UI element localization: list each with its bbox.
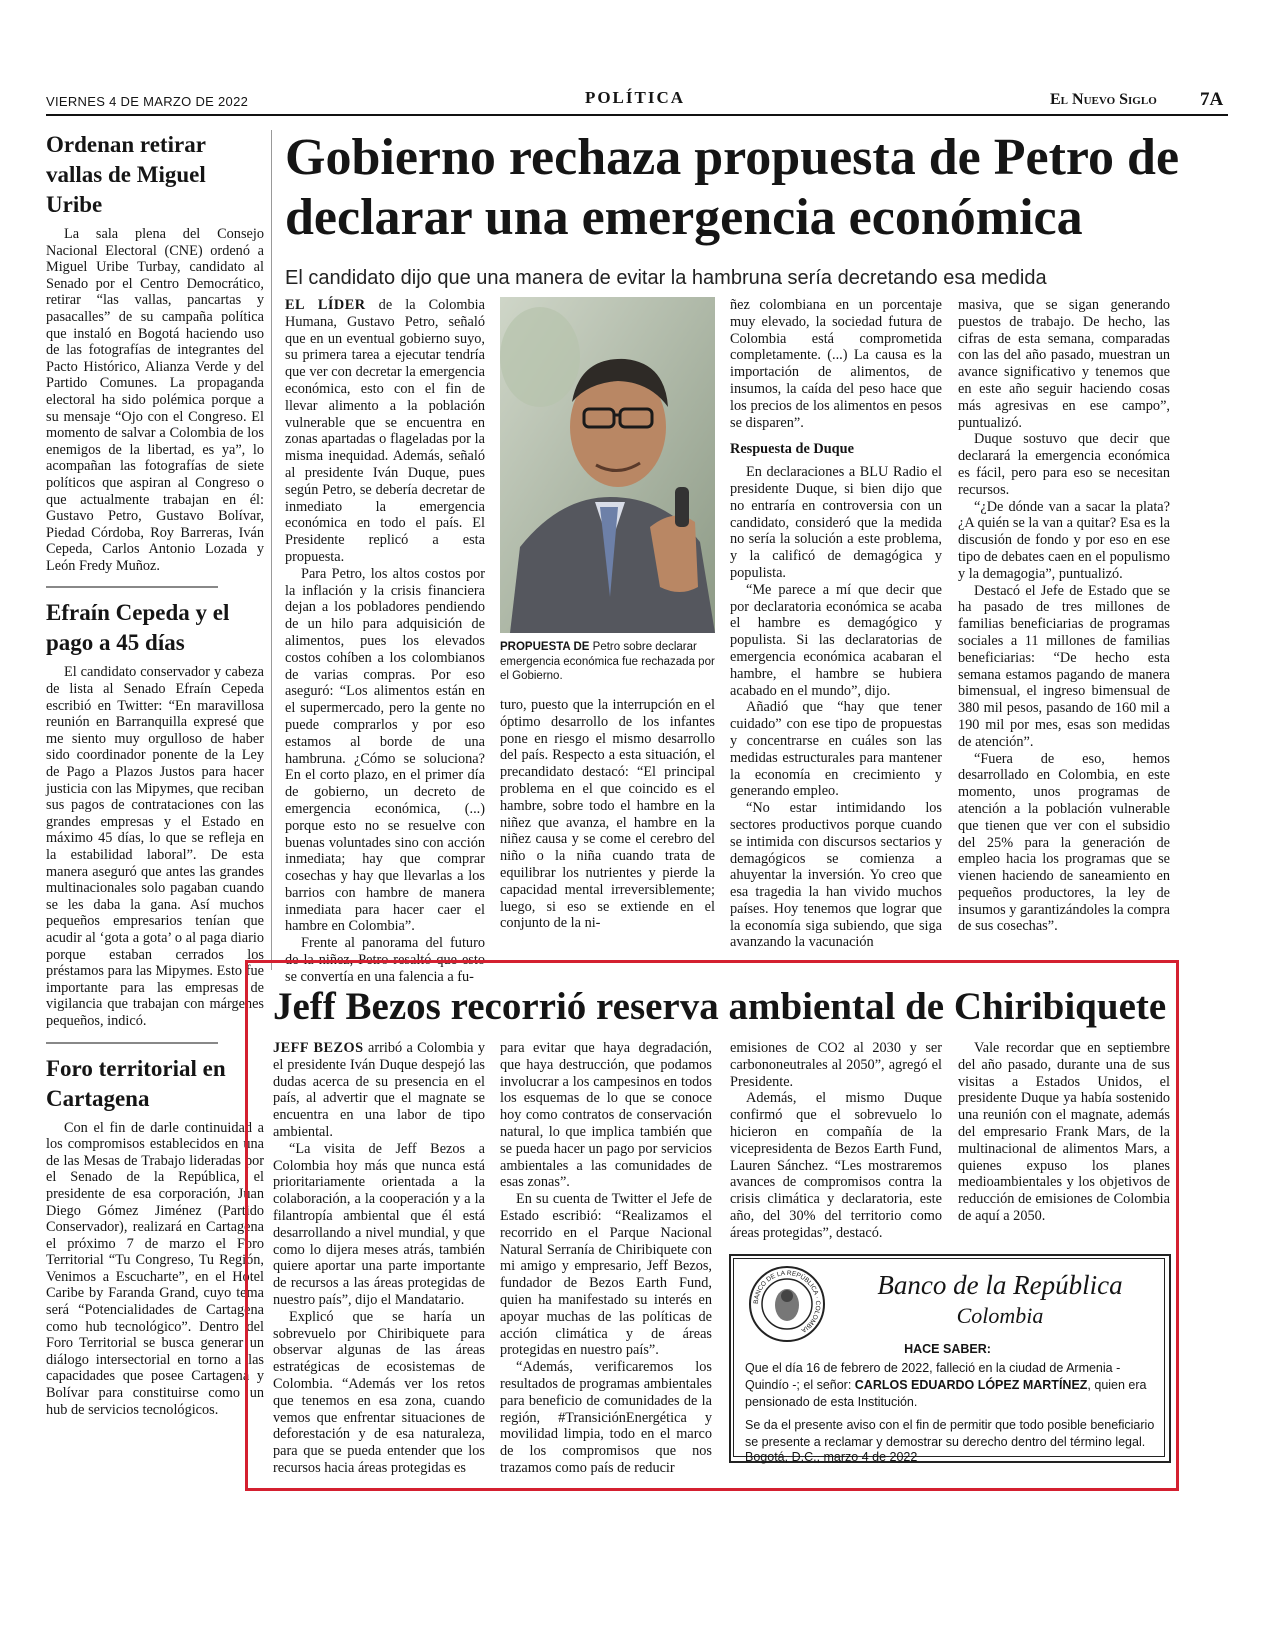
article-headline: Gobierno rechaza propuesta de Petro de declarar una emergencia económica — [285, 129, 1180, 246]
article-subheadline: El candidato dijo que una manera de evitar la hambruna sería decretando esa medida — [285, 267, 1047, 289]
brief-divider — [46, 586, 218, 588]
article-paragraph: ñez colombiana en un porcentaje muy elevado, la sociedad futura de Colombia está comprometida completamente. (...) La causa es la importación de alimentos, de insumos, la caída del peso hace que los precios de los alimentos en pesos se disparen”. — [730, 297, 942, 431]
article-paragraph: Añadió que “hay que tener cuidado” con ese tipo de propuestas y concentrarse en cuáles son las medidas estructurales para mantener la economía en crecimiento y generando empleo. — [730, 699, 942, 800]
sidebar-briefs — [46, 130, 264, 1570]
portrait-illustration — [500, 297, 715, 633]
notice-body — [745, 1360, 1157, 1411]
newspaper-name: El Nuevo Siglo — [1050, 91, 1157, 108]
article-paragraph: Duque sostuvo que decir que declarará la emergencia económica es fácil, pero para eso se necesitan recursos. — [958, 431, 1170, 498]
photo-caption — [500, 640, 720, 684]
seal-text: BANCO DE LA REPÚBLICA · COLOMBIA — [752, 1269, 822, 1334]
bank-seal-icon — [748, 1265, 826, 1343]
caption-lead: PROPUESTA DE — [500, 641, 590, 653]
article-column-1 — [285, 297, 485, 985]
article-paragraph: “No estar intimidando los sectores productivos porque cuando se intimida con discursos sectarios y demagógicos se comienza a ahuyentar la inversión. Yo creo que esa tragedia la han vivido muchos países. Hoy tenemos que lograr que la economía siga subiendo, que siga avanzando la vacunación — [730, 800, 942, 951]
column-divider — [271, 130, 272, 970]
bezos-paragraph: emisiones de CO2 al 2030 y ser carbononeutrales al 2050”, agregó el Presidente. — [730, 1040, 942, 1090]
bezos-paragraph: “Además, verificaremos los resultados de programas ambientales para beneficio de comunidades de la región, #TransiciónEnergética y movilidad limpia, todo en el marco de los compromisos que nos trazamos como país de reducir — [500, 1359, 712, 1476]
article-column-4 — [958, 297, 1170, 949]
article-lead-in: EL LÍDER — [285, 297, 366, 313]
article-column-3 — [730, 297, 942, 949]
bank-name: Banco de la República — [877, 1270, 1123, 1300]
notice-purpose: Se da el presente aviso con el fin de permitir que todo posible beneficiario se presente a reclamar y demostrar su derecho dentro del término legal. — [745, 1418, 1155, 1449]
notice-heading: HACE SABER: — [904, 1342, 991, 1356]
seal-graphic — [748, 1265, 826, 1343]
bank-country: Colombia — [956, 1303, 1044, 1328]
brief-title-cepeda: Efraín Cepeda y el pago a 45 días — [46, 600, 230, 656]
brief-title-foro: Foro territorial en Cartagena — [46, 1055, 226, 1111]
issue-date: VIERNES 4 DE MARZO DE 2022 — [46, 94, 249, 109]
bezos-paragraph: para evitar que haya degradación, que haya destrucción, que podamos involucrar a los campesinos en todos los esquemas de lo que se conoce hoy como contratos de conservación natural, lo que implica también que se pueda hacer un pago por servicios ambientales a las comunidades de esas zonas”. — [500, 1040, 712, 1191]
petro-photo — [500, 297, 715, 633]
bezos-paragraph: En su cuenta de Twitter el Jefe de Estado escribió: “Realizamos el recorrido en el Parque Nacional Natural Serranía de Chiribiquete con mi amigo y empresario, Jeff Bezos, fundador de Bezos Earth Fund, quien ha manifestado su interés en apoyar muchas de las políticas de acción climática y de áreas protegidas en nuestro país”. — [500, 1191, 712, 1359]
article-paragraph: masiva, que se sigan generando puestos de trabajo. De hecho, las cifras de esta semana, comparadas con las del año pasado, muestran un avance significativo y tenemos que en este año seguir haciendo cosas más agresivas en ese campo”, puntualizó. — [958, 297, 1170, 431]
bezos-column-3 — [730, 1040, 942, 1245]
article-column-2 — [500, 697, 715, 949]
header-rule — [46, 114, 1228, 116]
article-subhead: Respuesta de Duque — [730, 441, 854, 458]
bezos-paragraph: Vale recordar que en septiembre del año pasado, durante una de sus visitas a Estados Unidos, el presidente Duque ya había sostenido una reunión con el magnate, además del empresario Frank Mars, de la multinacional de alimentos Mars, a quienes expuso los planes medioambientales y los objetivos de reducción de emisiones de Colombia de aquí a 2050. — [958, 1040, 1170, 1224]
notice-text: , quien era pensionado de esta Institución. — [745, 1378, 1147, 1409]
article-paragraph: turo, puesto que la interrupción en el óptimo desarrollo de los infantes pone en riesgo el mismo desarrollo del país. Respecto a esta situación, el precandidato destacó: “El principal problema en el que coincido es el hambre, sobre todo el hambre en la niñez que avanza, el hambre en la niñez causa y se come el cerebro del niño o la niña cuando trata de equilibrar los nutrientes y pierde la capacidad mental irreversiblemente; luego, si eso se extiende en el conjunto de la ni- — [500, 697, 715, 932]
notice-text: Que el día 16 de febrero de 2022, falleció en la ciudad de Armenia - Quindío -; el señor: — [745, 1361, 1121, 1392]
article-paragraph: de la Colombia Humana, Gustavo Petro, señaló que en un eventual gobierno suyo, su primera tarea a ejecutar tendría que ver con decretar la emergencia económica, esto con el fin de llevar alimento a la población vulnerable que se encuentra en zonas apartadas o flageladas por la misma inequidad. Además, señaló al presidente Iván Duque, pues según Petro, se debería decretar de inmediato la emergencia económica en todo el país. El Presidente replicó a esta propuesta. — [285, 297, 485, 565]
caption-text: Petro sobre declarar emergencia económica fue rechazada por el Gobierno. — [500, 641, 715, 682]
article-paragraph: Destacó el Jefe de Estado que se ha pasado de tres millones de familias beneficiarias de programas sociales a 11 millones de familias beneficiarias: “De hecho esta semana estamos pagando de manera bimensual, el ingreso bimensual de 380 mil pesos, pasando de 160 mil a 190 mil por mes, esas son medidas de atención”. — [958, 582, 1170, 750]
article-paragraph: “¿De dónde van a sacar la plata? ¿A quién se la van a quitar? Esa es la discusión de fondo y por eso en ese tipo de debates caen en el populismo y la demagogia”, puntualizó. — [958, 498, 1170, 582]
section-title: POLÍTICA — [584, 88, 686, 107]
bezos-column-1 — [273, 1040, 485, 1475]
article-paragraph: “Fuera de eso, hemos desarrollado en Colombia, en este momento, unos programas de atención a la población vulnerable que tienen que ver con el subsidio del 25% para la generación de empleo hacia los programas que se vienen haciendo de saneamiento en pequeños productores, la ley de insumos y garantizándoles la compra de sus cosechas”. — [958, 750, 1171, 935]
bezos-headline: Jeff Bezos recorrió reserva ambiental de Chiribiquete — [273, 985, 1167, 1028]
article-paragraph: En declaraciones a BLU Radio el presidente Duque, si bien dijo que no entraría en controversia con un candidato, consideró que la medida no sería la solución a este problema, y la calificó de demagógica y populista. — [730, 464, 942, 581]
bezos-paragraph: Además, el mismo Duque confirmó que el sobrevuelo lo hicieron en compañía de la vicepresidenta de Bezos Earth Fund, Lauren Sánchez. “Les mostraremos avances de compromisos contra la crisis climática y declaratoria, este año, del 30% del territorio como áreas protegidas”, destacó. — [730, 1090, 942, 1241]
brief-title-vallas: Ordenan retirar vallas de Miguel Uribe — [46, 132, 206, 217]
brief-divider — [46, 1042, 218, 1044]
brief-body-vallas: La sala plena del Consejo Nacional Electoral (CNE) ordenó a Miguel Uribe Turbay, candidato al Senado por el Centro Democrático, retirar “las vallas, pancartas y pasacalles” de su campaña política que instaló en Bogotá haciendo uso de las fotografías de integrantes del Pacto Histórico, Alianza Verde y del Partido Comunes. La propaganda electoral ha sido polémica porque a su mensaje “Ojo con el Congreso. El momento de salvar a Colombia de los enemigos de la libertad, es ya”, lo acompañan las fotografías de siete políticos que aspiran al Congreso o que actualmente trabajan en él: Gustavo Petro, Gustavo Bolívar, Piedad Córdoba, Roy Barreras, Iván Cepeda, Carlos Antonio Lozada y León Fredy Muñoz. — [46, 226, 264, 574]
bezos-column-2 — [500, 1040, 712, 1475]
notice-signature-line: Bogotá, D.C., marzo 4 de 2022 — [745, 1450, 918, 1464]
bezos-paragraph: Explicó que se haría un sobrevuelo por Chiribiquete para observar algunas de las áreas estratégicas de ecosistemas de Colombia. “Además ver los retos que tenemos en esa zona, cuando vemos que enfrentar situaciones de deforestación y de esa naturaleza, para que se pueda entender que los recursos hacia áreas protegidas es — [273, 1308, 485, 1476]
article-paragraph: “Me parece a mí que decir que por declaratoria económica se acaba el hambre es demagógico y populista. Si las declaratorias de emergencia económica acabaran el hambre, el hambre se hubiera acabado en el mundo”, dijo. — [730, 581, 942, 699]
deceased-name: CARLOS EDUARDO LÓPEZ MARTÍNEZ — [854, 1378, 1088, 1392]
bezos-lead-in: JEFF BEZOS — [273, 1040, 364, 1056]
brief-body-cepeda: El candidato conservador y cabeza de lista al Senado Efraín Cepeda escribió en Twitter: “En maravillosa reunión en Barranquilla expresé que me siento muy orgulloso de haber sido coordinador ponente de la Ley de Pago a Plazos Justos para hacer justicia con las Mipymes, que reciban sus pagos de contrataciones con las grandes empresas y el Estado en máximo 45 días, lo que se refleja en la estabilidad laboral”. De esta manera aseguró que antes las grandes multinacionales solo pagaban cuando se les daba la gana. Así muchos pequeños empresarios tenían que acudir al ‘gota a gota’ o al paga diario porque estaban cerrados los préstamos para las Mipymes. Esto fue importante para las empresas de vigilancia que trabajan con márgenes pequeños, indicó. — [46, 664, 264, 1029]
brief-body-foro: Con el fin de darle continuidad a los compromisos establecidos en una de las Mesas de Trabajo lideradas por el Senado de la República, el presidente de esa corporación, Juan Diego Gómez Jiménez (Partido Conservador), realizará en Cartagena el próximo 7 de marzo el Foro Territorial “Tu Congreso, Tu Región, Venimos a Escucharte”, en el Hotel Caribe by Faranda Grand, cuyo tema será “Potencialidades de Cartagena como hub tecnológico”. Dentro del Foro Territorial se busca generar un diálogo intersectorial en torno a las capacidades que posee Cartagena y Bolívar para constituirse como un hub de servicios tecnológicos. — [46, 1119, 264, 1418]
bezos-paragraph: “La visita de Jeff Bezos a Colombia hoy más que nunca está prioritariamente orientada a la colaboración, a la cooperación y a la filantropía ambiental que él está desarrollando a nivel mundial, y que como lo dijera meses atrás, también quiere aportar una parte importante de recursos a las áreas protegidas de nuestro país”, dijo el Mandatario. — [273, 1140, 485, 1308]
article-paragraph: Para Petro, los altos costos por la inflación y la crisis financiera dejan a los pobladores pendiendo de un hilo para adquisición de alimentos, pues los elevados costos cohíben a los colombianos de varias compras. Por eso aseguró: “Los alimentos están en el supermercado, pero la gente no puede comprarlos y por eso estamos al borde de una hambruna. ¿Cómo se soluciona? En el corto plazo, en el primer día de gobierno, un decreto de emergencia económica, (...) porque esto no se resuelve con buenas voluntades sino con acción inmediata; hay que comprar cosechas y hay que llevarlas a los barrios con hambre de manera inmediata para hacer caer el hambre en Colombia”. — [285, 565, 485, 935]
bezos-paragraph: arribó a Colombia y el presidente Iván Duque despejó las dudas acerca de su presencia en el país, al advertir que el magnate se encuentra en una labor de tipo ambiental. — [273, 1040, 485, 1140]
bezos-column-4 — [958, 1040, 1170, 1245]
page-number: 7A — [1200, 89, 1224, 110]
article-paragraph: Frente al panorama del futuro de la niñez, Petro resaltó que esto se convertía en una falencia a fu- — [285, 935, 485, 985]
